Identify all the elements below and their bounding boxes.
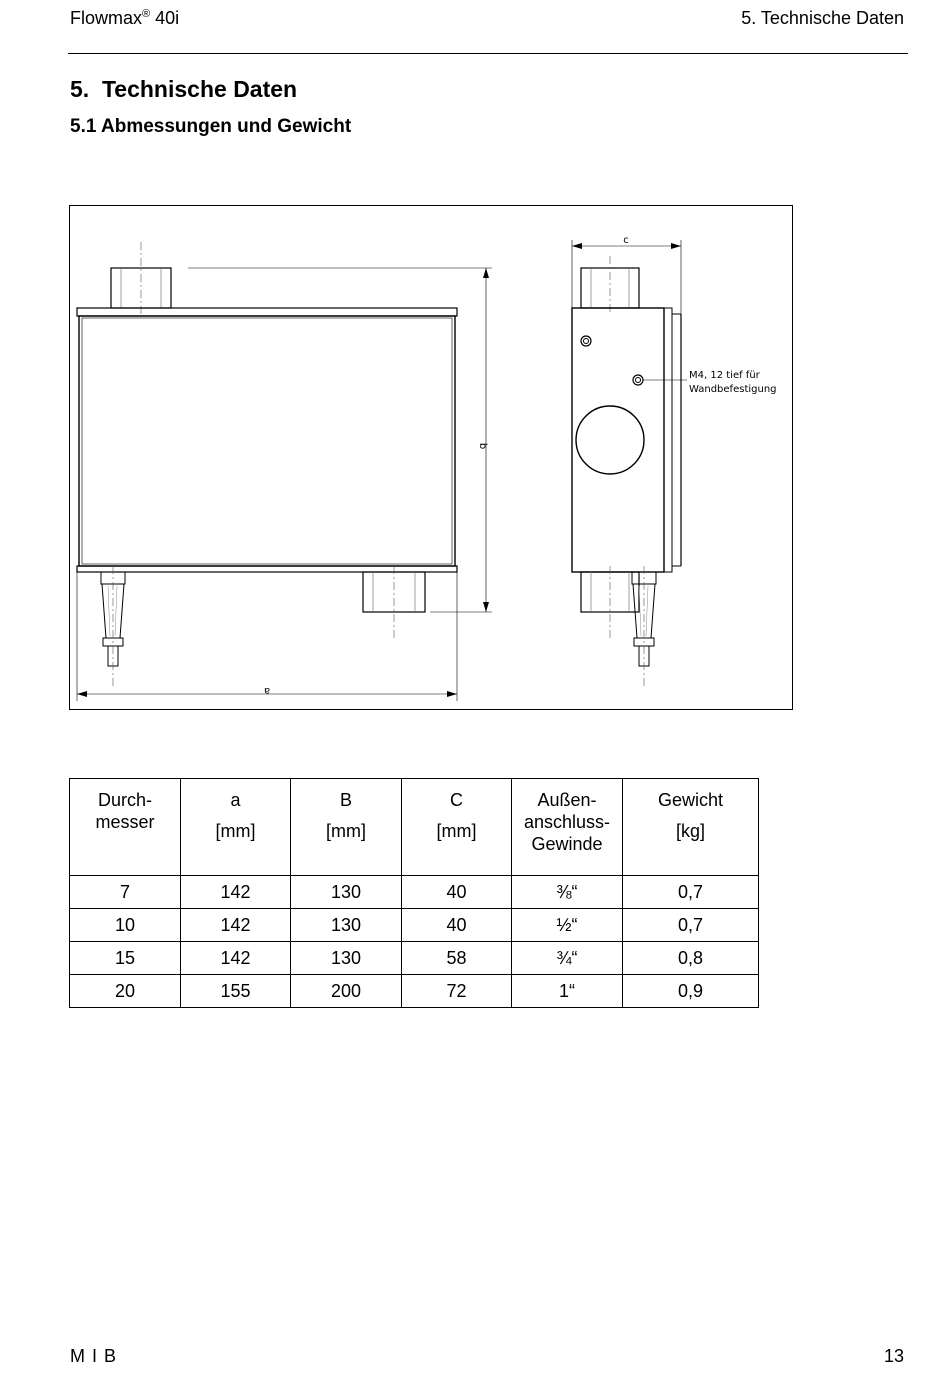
dimension-a-label: a [263,685,271,696]
technical-drawing [69,205,793,710]
header-c [402,779,512,876]
cell-b: 200 [291,975,402,1008]
header-line: C [450,790,463,810]
cell-durchmesser: 7 [70,876,181,909]
mounting-note-line1: M4, 12 tief für [689,370,760,381]
page-number: 13 [883,1346,904,1366]
table-row [70,909,759,942]
header-line: [mm] [326,821,366,841]
header-a [181,779,291,876]
cell-b: 130 [291,942,402,975]
cell-durchmesser: 15 [70,942,181,975]
header-line: Gewinde [531,834,603,854]
drawing-svg [70,206,794,711]
header-b [291,779,402,876]
mounting-note-line2: Wandbefestigung [689,384,777,395]
cell-gewinde: ⅜“ [512,876,623,909]
footer-company: M I B [70,1346,118,1366]
model-name: 40i [155,8,180,28]
header-line: Außen- [537,790,597,810]
cell-gewicht: 0,7 [623,909,759,942]
cell-gewinde: ½“ [512,909,623,942]
cell-gewinde: 1“ [512,975,623,1008]
cell-a: 142 [181,942,291,975]
cell-a: 142 [181,876,291,909]
table-header-row [70,779,759,876]
front-view [77,242,492,701]
side-view [572,240,687,686]
header-line: messer [95,812,155,832]
header-gewicht [623,779,759,876]
header-line: Gewicht [657,790,724,810]
dimension-c-label: c [623,235,629,246]
dimension-b-label: b [477,442,488,450]
cell-c: 72 [402,975,512,1008]
cell-b: 130 [291,876,402,909]
cell-a: 142 [181,909,291,942]
cell-durchmesser: 20 [70,975,181,1008]
cell-gewicht: 0,8 [623,942,759,975]
header-durchmesser [70,779,181,876]
table-row [70,975,759,1008]
header-line: Durch- [97,790,152,810]
header-line: [mm] [215,821,256,841]
cell-c: 40 [402,909,512,942]
cell-gewicht: 0,7 [623,876,759,909]
header-section: 5. Technische Daten [741,8,904,28]
cell-b: 130 [291,909,402,942]
header-line: anschluss- [523,812,611,832]
registered-mark: ® [142,8,151,20]
header-line: a [230,790,241,810]
cell-gewicht: 0,9 [623,975,759,1008]
header-gewinde [512,779,623,876]
table-row [70,876,759,909]
cell-gewinde: ¾“ [512,942,623,975]
header-line: [kg] [675,821,705,841]
dimensions-table [69,778,759,1008]
header-line: B [339,790,352,810]
table-row [70,942,759,975]
cell-durchmesser: 10 [70,909,181,942]
header-divider [68,53,908,54]
cell-c: 58 [402,942,512,975]
header-line: [mm] [436,821,477,841]
section-title: 5. Technische Daten [70,76,298,102]
cell-a: 155 [181,975,291,1008]
subsection-title: 5.1 Abmessungen und Gewicht [70,116,352,137]
cell-c: 40 [402,876,512,909]
header-product [70,8,179,29]
product-name: Flowmax [70,8,143,28]
